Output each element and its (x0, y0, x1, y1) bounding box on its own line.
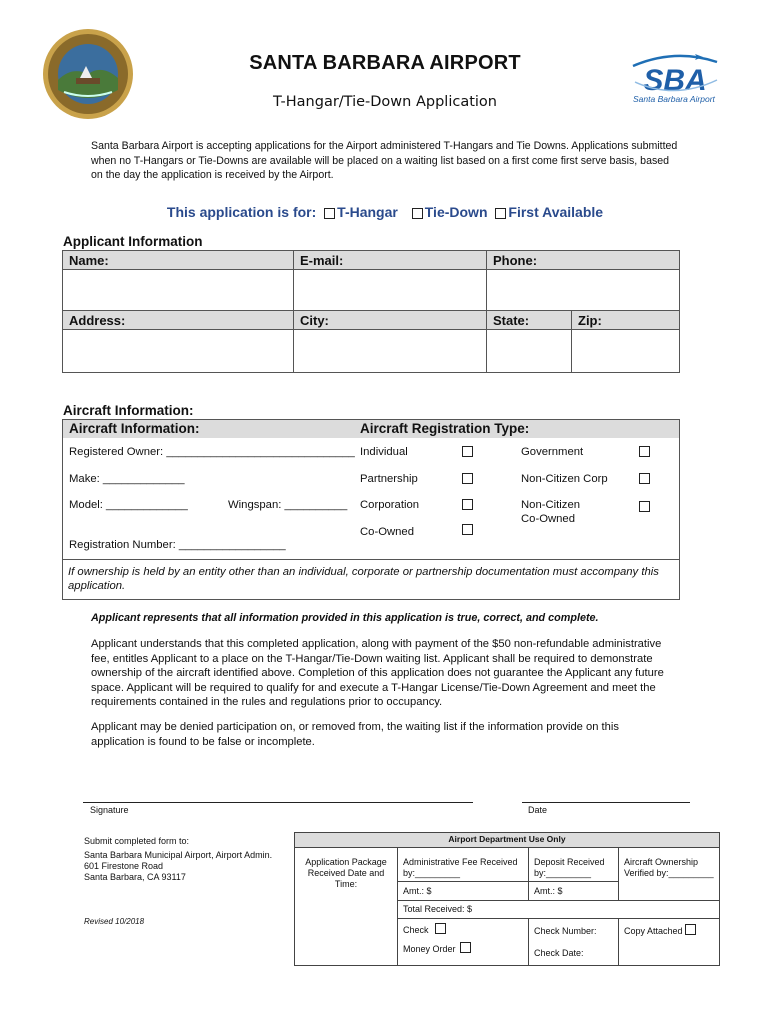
submit-label: Submit completed form to: (84, 836, 190, 846)
office-row-2 (398, 900, 719, 901)
page-subtitle: T-Hangar/Tie-Down Application (273, 94, 497, 110)
registration-type-heading: Aircraft Registration Type: (360, 421, 530, 436)
statement-bold: Applicant represents that all information provided in this application is true, correct, and complete. (91, 612, 599, 624)
package-received: Application Package Received Date and Time: (305, 857, 387, 889)
revised-date: Revised 10/2018 (84, 917, 145, 926)
money-order-checkbox[interactable] (460, 942, 471, 953)
co-owned-checkbox[interactable] (462, 524, 473, 535)
zip-header: Zip: (571, 310, 680, 330)
corporation-checkbox[interactable] (462, 499, 473, 510)
page-title: SANTA BARBARA AIRPORT (249, 52, 521, 74)
city-field[interactable] (293, 329, 487, 373)
deposit-received: Deposit Received by:_________ (534, 857, 605, 878)
office-col-1 (397, 848, 398, 965)
partnership-checkbox[interactable] (462, 473, 473, 484)
check-label: Check (403, 925, 429, 935)
application-for-row (0, 204, 770, 220)
make-field[interactable]: Make: _____________ (69, 473, 185, 485)
non-citizen-co-owned-checkbox[interactable] (639, 501, 650, 512)
office-use-table (294, 832, 720, 966)
registration-number-field[interactable]: Registration Number: _________________ (69, 539, 286, 551)
first-available-checkbox[interactable] (495, 208, 506, 219)
type-individual-label: Individual (360, 446, 408, 458)
check-number: Check Number: (534, 926, 597, 936)
admin-fee-received: Administrative Fee Received by:_________ (403, 857, 518, 878)
city-header: City: (293, 310, 487, 330)
aircraft-divider (63, 559, 679, 560)
office-col-3a (618, 848, 619, 901)
intro-text: Santa Barbara Airport is accepting applications for the Airport administered T-Hangars and Tie Downs. Applications submitted when no T-Hangars or Tie-Downs are available will be placed on a waiting list based on a first come first serve basis, based on the day the application is received by the Airport. (91, 140, 678, 181)
check-checkbox[interactable] (435, 923, 446, 934)
model-field[interactable]: Model: _____________ (69, 499, 188, 511)
aircraft-table-heading: Aircraft Information: (69, 421, 200, 436)
total-received: Total Received: $ (403, 904, 473, 914)
ownership-note: If ownership is held by an entity other than an individual, corporate or partnership documentation must accompany this application. (68, 566, 659, 592)
office-divider (295, 847, 719, 848)
non-citizen-corp-checkbox[interactable] (639, 473, 650, 484)
aircraft-heading: Aircraft Information: (63, 403, 194, 418)
name-field[interactable] (62, 269, 294, 311)
state-field[interactable] (486, 329, 572, 373)
wingspan-field[interactable]: Wingspan: __________ (228, 499, 348, 511)
t-hangar-label: T-Hangar (337, 204, 398, 220)
submit-address-line-3: Santa Barbara, CA 93117 (84, 872, 186, 882)
office-row-1 (398, 881, 618, 882)
office-col-2a (528, 848, 529, 901)
statement-paragraph-2: Applicant may be denied participation on, or removed from, the waiting list if the information provide on this application is found to be false or incomplete. (91, 721, 619, 748)
name-header: Name: (62, 250, 294, 270)
zip-field[interactable] (571, 329, 680, 373)
copy-attached-label: Copy Attached (624, 926, 683, 936)
t-hangar-checkbox[interactable] (324, 208, 335, 219)
individual-checkbox[interactable] (462, 446, 473, 457)
type-co-owned-label: Co-Owned (360, 526, 414, 538)
first-available-label: First Available (508, 204, 604, 220)
address-field[interactable] (62, 329, 294, 373)
date-line[interactable] (522, 802, 690, 803)
deposit-amount: Amt.: $ (534, 886, 563, 896)
applicant-heading: Applicant Information (63, 234, 203, 249)
address-header: Address: (62, 310, 294, 330)
logo-caption: Santa Barbara Airport (633, 94, 715, 104)
type-non-citizen-corp-label: Non-Citizen Corp (521, 473, 608, 485)
email-field[interactable] (293, 269, 487, 311)
state-header: State: (486, 310, 572, 330)
signature-line[interactable] (83, 802, 473, 803)
tie-down-checkbox[interactable] (412, 208, 423, 219)
application-for-label: This application is for: (166, 204, 317, 220)
office-use-heading: Airport Department Use Only (448, 834, 566, 844)
money-order-label: Money Order (403, 944, 456, 954)
signature-label: Signature (90, 805, 129, 815)
tie-down-label: Tie-Down (424, 204, 488, 220)
type-government-label: Government (521, 446, 584, 458)
submit-address-line-1: Santa Barbara Municipal Airport, Airport Admin. (84, 850, 273, 860)
submit-address-line-2: 601 Firestone Road (84, 861, 164, 871)
registered-owner-field[interactable]: Registered Owner: ______________________________ (69, 446, 355, 458)
admin-amount: Amt.: $ (403, 886, 432, 896)
office-col-3b (618, 918, 619, 965)
statement-paragraph-1: Applicant understands that this completed application, along with payment of the $50 non-refundable administrative fee, entitles Applicant to a place on the T-Hangar/Tie-Down waiting list. Applicant shall be required to demonstrate ownership of the aircraft identified above. Completion of this application does not guarantee the Applicant any future space. Applicant will be required to qualify for and execute a T-Hangar License/Tie-Down Agreement and meet the requirements contained in the rules and regulations prior to occupancy. (91, 638, 664, 708)
type-non-citizen-co-owned-label: Non-Citizen Co-Owned (521, 499, 581, 525)
email-header: E-mail: (293, 250, 487, 270)
copy-attached-checkbox[interactable] (685, 924, 696, 935)
government-checkbox[interactable] (639, 446, 650, 457)
ownership-verified: Aircraft Ownership Verified by:_________ (624, 857, 714, 878)
type-corporation-label: Corporation (360, 499, 420, 511)
svg-text:SBA: SBA (643, 64, 707, 97)
office-row-3 (398, 918, 719, 919)
phone-field[interactable] (486, 269, 680, 311)
type-partnership-label: Partnership (360, 473, 418, 485)
office-col-2b (528, 918, 529, 965)
check-date: Check Date: (534, 948, 584, 958)
date-label: Date (528, 805, 548, 815)
phone-header: Phone: (486, 250, 680, 270)
